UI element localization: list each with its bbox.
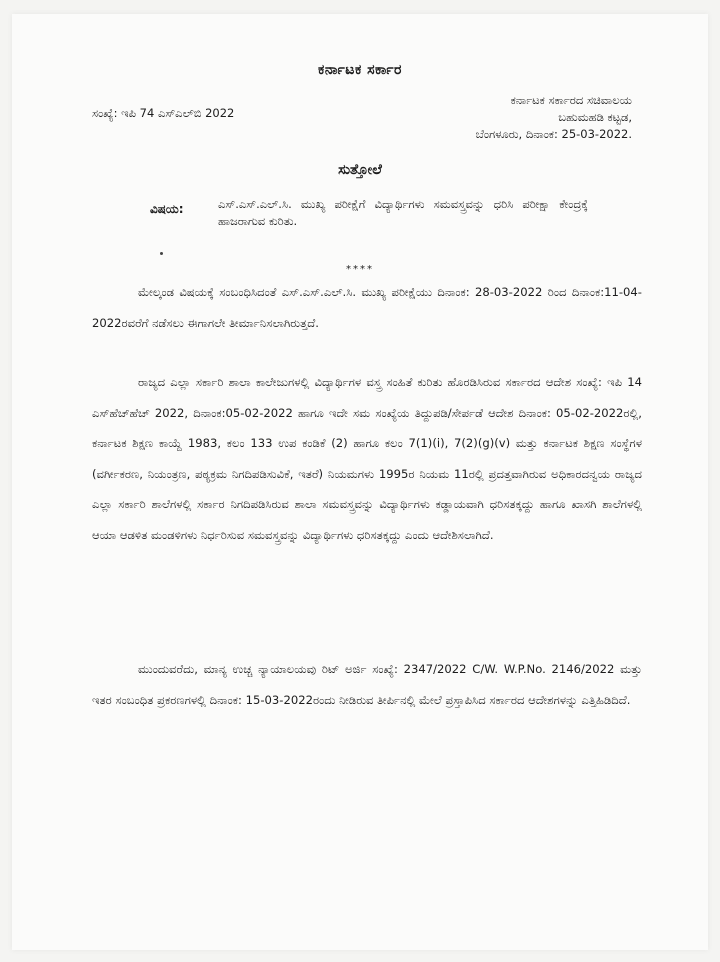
paragraph-1 [92,277,642,338]
paragraph-2-text: ರಾಜ್ಯದ ಎಲ್ಲಾ ಸರ್ಕಾರಿ ಶಾಲಾ ಕಾಲೇಜುಗಳಲ್ಲಿ ವಿದ್ಯಾರ್ಥಿಗಳ ವಸ್ತ್ರ ಸಂಹಿತೆ ಕುರಿತು ಹೊರಡಿಸಿರುವ ಸರ್ಕಾರದ ಆದೇಶ ಸಂಖ್ಯೆ: ಇಪಿ 14 ಎಸ್‌ಹೆಚ್‌ಹೆಚ್ 2022, ದಿನಾಂಕ:05-02-2022 ಹಾಗೂ ಇದೇ ಸಮ ಸಂಖ್ಯೆಯ ತಿದ್ದುಪಡಿ/ಸೇರ್ಪಡೆ ಆದೇಶ ದಿನಾಂಕ: 05-02-2022ರಲ್ಲಿ, ಕರ್ನಾಟಕ ಶಿಕ್ಷಣ ಕಾಯ್ದೆ 1983, ಕಲಂ 133 ಉಪ ಕಂಡಿಕೆ (2) ಹಾಗೂ ಕಲಂ 7(1)(i), 7(2)(g)(v) ಮತ್ತು ಕರ್ನಾಟಕ ಶಿಕ್ಷಣ ಸಂಸ್ಥೆಗಳ (ವರ್ಗೀಕರಣ, ನಿಯಂತ್ರಣ, ಪಠ್ಯಕ್ರಮ ನಿಗದಿಪಡಿಸುವಿಕೆ, ಇತರೆ) ನಿಯಮಗಳು 1995ರ ನಿಯಮ 11ರಲ್ಲಿ ಪ್ರದತ್ತವಾಗಿರುವ ಅಧಿಕಾರದನ್ವಯ ರಾಜ್ಯದ ಎಲ್ಲಾ ಸರ್ಕಾರಿ ಶಾಲೆಗಳಲ್ಲಿ ಸರ್ಕಾರ ನಿಗದಿಪಡಿಸಿರುವ ಶಾಲಾ ಸಮವಸ್ತ್ರವನ್ನು ವಿದ್ಯಾರ್ಥಿಗಳು ಕಡ್ಡಾಯವಾಗಿ ಧರಿಸತಕ್ಕದ್ದು ಹಾಗೂ ಖಾಸಗಿ ಶಾಲೆಗಳಲ್ಲಿ ಆಯಾ ಆಡಳಿತ ಮಂಡಳಿಗಳು ನಿರ್ಧರಿಸುವ ಸಮವಸ್ತ್ರವನ್ನು ವಿದ್ಯಾರ್ಥಿಗಳು ಧರಿಸತಕ್ಕದ್ದು ಎಂದು ಆದೇಶಿಸಲಾಗಿದೆ. [92,375,643,542]
bullet-dot [160,252,163,255]
circular-title: ಸುತ್ತೋಲೆ [338,162,382,178]
address-line-building: ಬಹುಮಹಡಿ ಕಟ್ಟಡ, [558,110,632,124]
office-address [410,92,632,143]
address-line-place-date: ಬೆಂಗಳೂರು, ದಿನಾಂಕ: 25-03-2022. [475,127,632,141]
order-number: ಸಂಖ್ಯೆ: ಇಪಿ 74 ಎಸ್‌ಎಲ್‌ಬಿ 2022 [92,106,235,120]
paragraph-3-text: ಮುಂದುವರೆದು, ಮಾನ್ಯ ಉಚ್ಚ ನ್ಯಾಯಾಲಯವು ರಿಟ್ ಅರ್ಜಿ ಸಂಖ್ಯೆ: 2347/2022 C/W. W.P.No. 2146/2022 ಮತ್ತು ಇತರ ಸಂಬಂಧಿತ ಪ್ರಕರಣಗಳಲ್ಲಿ ದಿನಾಂಕ: 15-03-2022ರಂದು ನೀಡಿರುವ ತೀರ್ಪಿನಲ್ಲಿ ಮೇಲೆ ಪ್ರಸ್ತಾಪಿಸಿದ ಸರ್ಕಾರದ ಆದೇಶಗಳನ್ನು ಎತ್ತಿಹಿಡಿದಿದೆ. [92,662,642,707]
paragraph-2 [92,367,642,550]
paragraph-1-text: ಮೇಲ್ಕಂಡ ವಿಷಯಕ್ಕೆ ಸಂಬಂಧಿಸಿದಂತೆ ಎಸ್.ಎಸ್.ಎಲ್.ಸಿ. ಮುಖ್ಯ ಪರೀಕ್ಷೆಯು ದಿನಾಂಕ: 28-03-2022 ರಿಂದ ದಿನಾಂಕ:11-04-2022ರವರೆಗೆ ನಡೆಸಲು ಈಗಾಗಲೇ ತೀರ್ಮಾನಿಸಲಾಗಿರುತ್ತದೆ. [92,285,642,330]
subject-label: ವಿಷಯ: [150,202,184,216]
separator-stars: **** [346,264,374,275]
subject-text: ಎಸ್.ಎಸ್.ಎಲ್.ಸಿ. ಮುಖ್ಯ ಪರೀಕ್ಷೆಗೆ ವಿದ್ಯಾರ್ಥಿಗಳು ಸಮವಸ್ತ್ರವನ್ನು ಧರಿಸಿ ಪರೀಕ್ಷಾ ಕೇಂದ್ರಕ್ಕೆ ಹಾಜರಾಗುವ ಕುರಿತು. [218,197,588,228]
address-line-secretariat: ಕರ್ನಾಟಕ ಸರ್ಕಾರದ ಸಚಿವಾಲಯ [510,93,632,107]
paragraph-3 [92,654,642,715]
government-title: ಕರ್ನಾಟಕ ಸರ್ಕಾರ [318,62,402,78]
